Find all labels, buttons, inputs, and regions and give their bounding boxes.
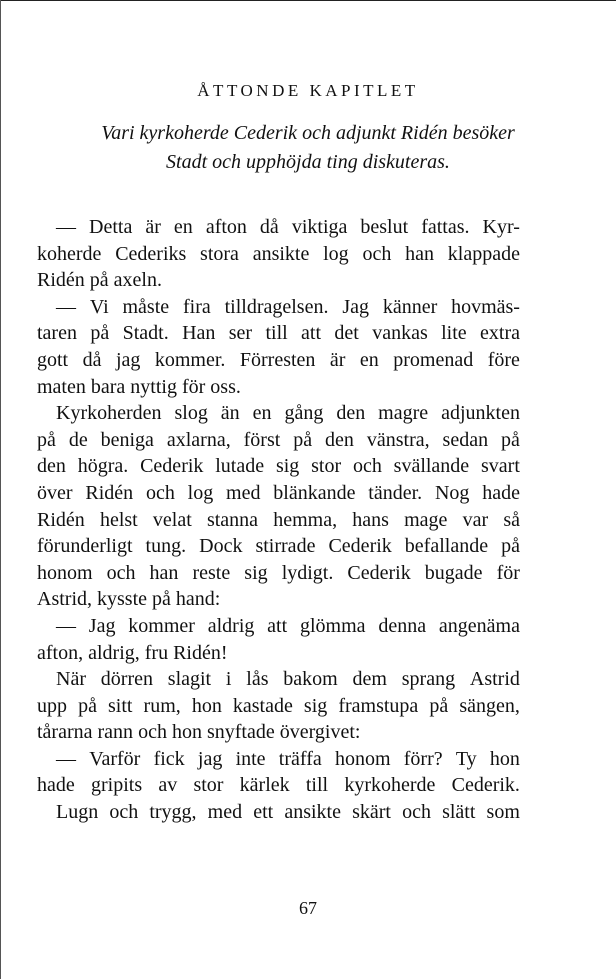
text-line: tårarna rann och hon snyftade övergivet: — [37, 721, 361, 744]
text-line: — Vi måste fira tilldragelsen. Jag känner hovmäs- — [56, 295, 520, 318]
text-line: Ridén på axeln. — [37, 269, 162, 292]
text-line: — Jag kommer aldrig att glömma denna angenäma — [56, 614, 520, 637]
text-line: den högra. Cederik lutade sig stor och svällande svart — [37, 455, 520, 478]
text-line: hade gripits av stor kärlek till kyrkoherde Cederik. — [37, 774, 520, 797]
text-line: afton, aldrig, fru Ridén! — [37, 641, 228, 664]
text-line: upp på sitt rum, hon kastade sig framstupa på sängen, — [37, 694, 520, 717]
chapter-title: ÅTTONDE KAPITLET — [197, 81, 419, 100]
text-line: Astrid, kysste på hand: — [37, 588, 221, 611]
text-line: taren på Stadt. Han ser till att det vankas lite extra — [37, 322, 520, 345]
text-line: förunderligt tung. Dock stirrade Cederik befallande på — [37, 535, 520, 558]
text-line: över Ridén och log med blänkande tänder. Nog hade — [37, 481, 520, 504]
text-line: — Varför fick jag inte träffa honom förr? Ty hon — [56, 747, 520, 770]
page-number: 67 — [299, 898, 317, 918]
text-line: När dörren slagit i lås bakom dem sprang Astrid — [56, 668, 520, 691]
text-line: — Detta är en afton då viktiga beslut fattas. Kyr- — [56, 216, 520, 238]
text-line: gott då jag kommer. Förresten är en promenad före — [37, 348, 520, 371]
body-text — [37, 214, 520, 826]
page-top-edge — [0, 0, 616, 1]
chapter-subtitle — [0, 119, 616, 177]
text-line: Lugn och trygg, med ett ansikte skärt och slätt som — [56, 801, 520, 824]
text-line: på de beniga axlarna, först på den vänstra, sedan på — [37, 428, 520, 451]
text-line: Ridén helst velat stanna hemma, hans mage var så — [37, 508, 520, 531]
subtitle-line: Vari kyrkoherde Cederik och adjunkt Ridén besöker — [101, 122, 515, 144]
text-line: maten bara nyttig för oss. — [37, 375, 241, 398]
text-line: honom och han reste sig lydigt. Cederik bugade för — [37, 561, 520, 584]
text-line: koherde Cederiks stora ansikte log och han klappade — [37, 242, 520, 265]
subtitle-line: Stadt och upphöjda ting diskuteras. — [166, 151, 450, 173]
text-line: Kyrkoherden slog än en gång den magre adjunkten — [56, 402, 520, 425]
